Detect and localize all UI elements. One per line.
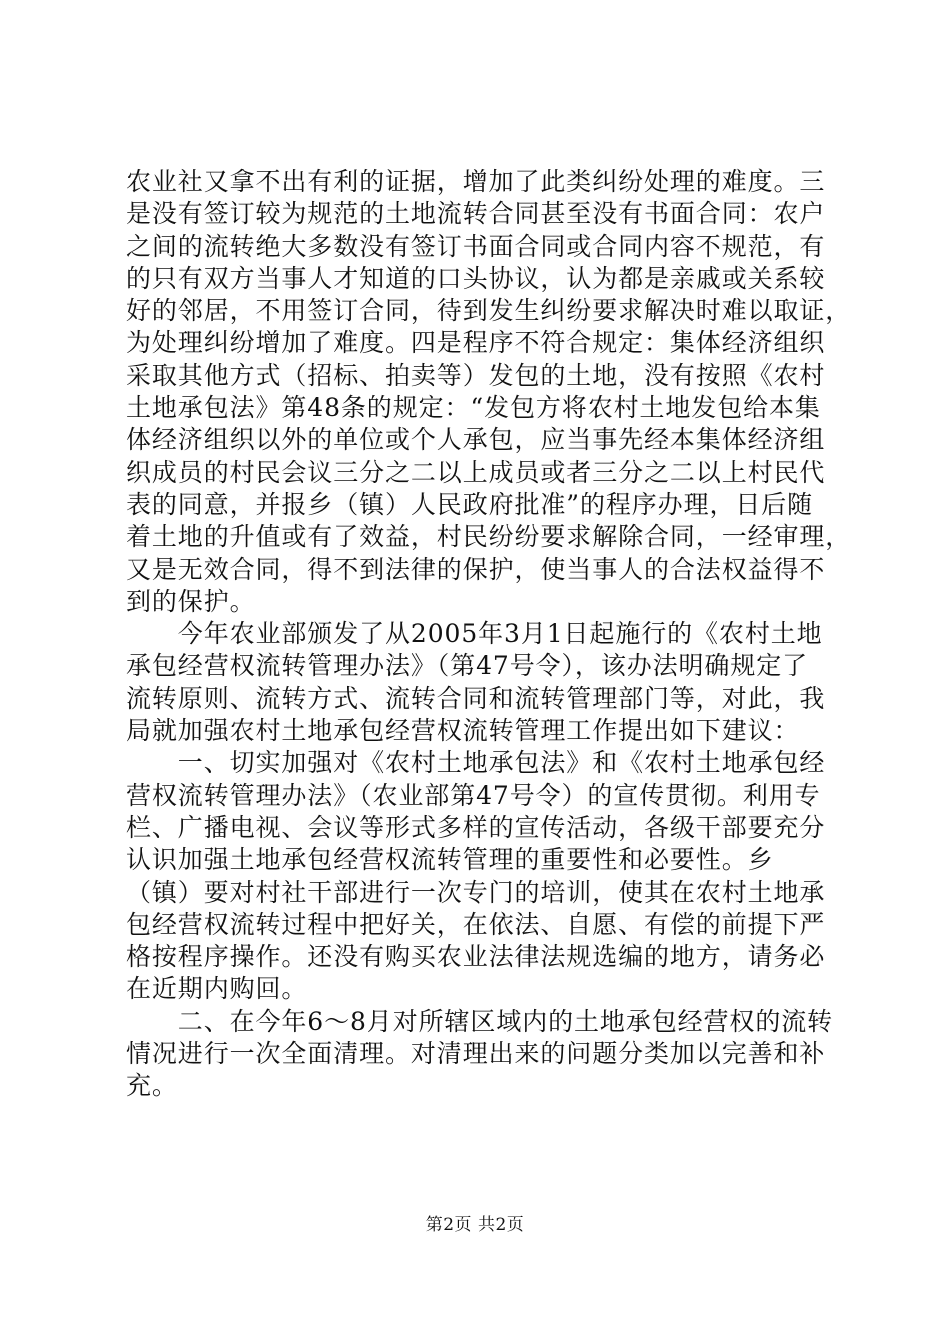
text-line: 着土地的升值或有了效益，村民纷纷要求解除合同，一经审理， <box>126 522 852 552</box>
text-line: 之间的流转绝大多数没有签订书面合同或合同内容不规范，有 <box>126 231 826 261</box>
text-line: 充。 <box>126 1071 178 1101</box>
text-line: 包经营权流转过程中把好关，在依法、自愿、有偿的前提下严 <box>126 909 826 939</box>
text-line: 栏、广播电视、会议等形式多样的宣传活动，各级干部要充分 <box>126 812 826 842</box>
page-number-label: 第2页 共2页 <box>425 1215 525 1235</box>
text-line: 表的同意，并报乡（镇）人民政府批准”的程序办理，日后随 <box>126 489 814 519</box>
text-line: 土地承包法》第48条的规定：“发包方将农村土地发包给本集 <box>126 393 821 423</box>
text-line: 承包经营权流转管理办法》（第47号令），该办法明确规定了 <box>126 651 809 681</box>
paragraph-start-line: 二、在今年6～8月对所辖区域内的土地承包经营权的流转 <box>126 1006 834 1036</box>
text-line: 织成员的村民会议三分之二以上成员或者三分之二以上村民代 <box>126 457 826 487</box>
text-line: 营权流转管理办法》（农业部第47号令）的宣传贯彻。利用专 <box>126 780 821 810</box>
text-line: （镇）要对村社干部进行一次专门的培训，使其在农村土地承 <box>126 877 826 907</box>
text-line: 农业社又拿不出有利的证据，增加了此类纠纷处理的难度。三 <box>126 167 826 196</box>
text-line: 到的保护。 <box>126 586 256 616</box>
text-line: 好的邻居，不用签订合同，待到发生纠纷要求解决时难以取证， <box>126 296 852 326</box>
text-line: 是没有签订较为规范的土地流转合同甚至没有书面合同：农户 <box>126 199 826 229</box>
page-footer <box>0 1215 950 1235</box>
text-line: 体经济组织以外的单位或个人承包，应当事先经本集体经济组 <box>126 425 826 455</box>
text-line: 又是无效合同，得不到法律的保护，使当事人的合法权益得不 <box>126 554 826 584</box>
text-line: 格按程序操作。还没有购买农业法律法规选编的地方，请务必 <box>126 942 826 972</box>
text-line: 认识加强土地承包经营权流转管理的重要性和必要性。乡 <box>126 845 774 875</box>
text-line: 采取其他方式（招标、拍卖等）发包的土地，没有按照《农村 <box>126 360 826 390</box>
body-text <box>126 166 852 1103</box>
paragraph-start-line: 一、切实加强对《农村土地承包法》和《农村土地承包经 <box>126 748 826 778</box>
text-line: 局就加强农村土地承包经营权流转管理工作提出如下建议： <box>126 716 800 746</box>
text-line: 为处理纠纷增加了难度。四是程序不符合规定：集体经济组织 <box>126 328 826 358</box>
text-line: 的只有双方当事人才知道的口头协议，认为都是亲戚或关系较 <box>126 263 826 293</box>
text-line: 在近期内购回。 <box>126 974 308 1004</box>
paragraph-start-line: 今年农业部颁发了从2005年3月1日起施行的《农村土地 <box>126 619 823 649</box>
text-line: 流转原则、流转方式、流转合同和流转管理部门等，对此，我 <box>126 683 826 713</box>
text-line: 情况进行一次全面清理。对清理出来的问题分类加以完善和补 <box>126 1039 826 1069</box>
